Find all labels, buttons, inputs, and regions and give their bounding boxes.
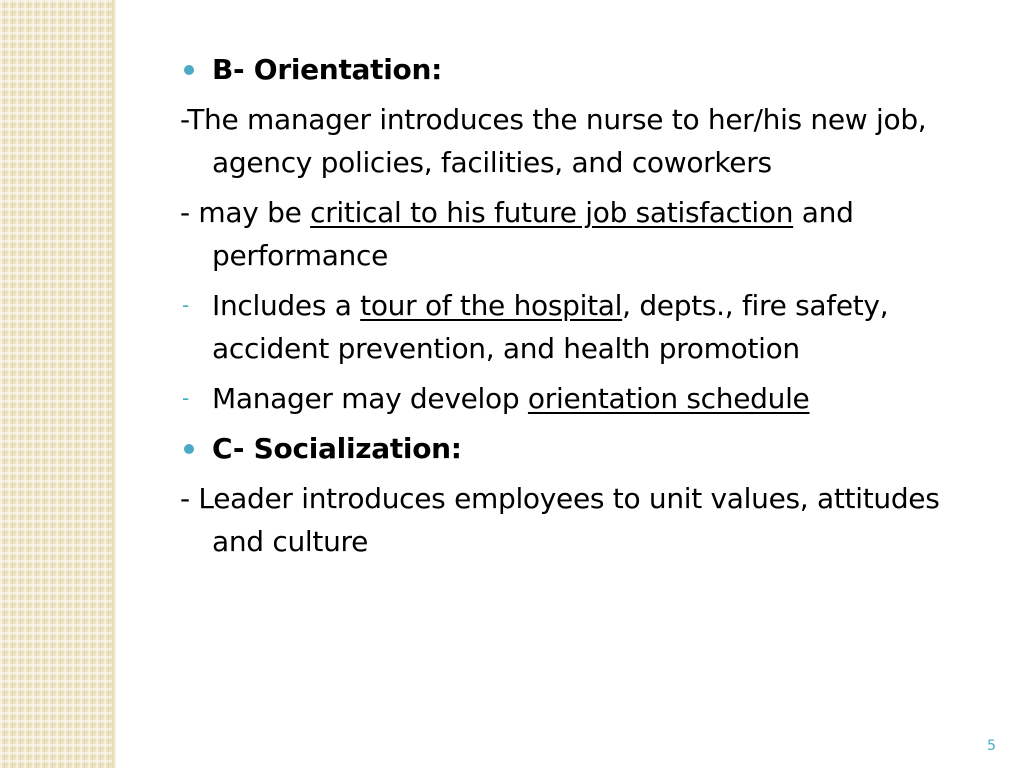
underlined-job-satisfaction: critical to his future job satisfaction	[310, 196, 794, 229]
dash-bullet-icon: -	[182, 293, 189, 317]
paragraph-job-satisfaction-post: and performance	[212, 196, 854, 272]
paragraph-job-satisfaction-pre: - may be	[180, 196, 311, 229]
heading-socialization	[180, 427, 980, 470]
paragraph-socialization-text: - Leader introduces employees to unit values, attitudes and culture	[180, 482, 940, 558]
heading-orientation-text: B- Orientation:	[212, 53, 442, 86]
page-number: 5	[987, 738, 996, 754]
slide-content	[180, 48, 980, 570]
paragraph-job-satisfaction	[180, 191, 980, 277]
decorative-side-strip	[0, 0, 112, 768]
paragraph-socialization	[180, 477, 980, 563]
underlined-orientation-schedule: orientation schedule	[527, 382, 810, 415]
paragraph-orientation-intro	[180, 98, 980, 184]
dash-bullet-icon: -	[182, 386, 189, 410]
list-item-hospital-tour-pre: Includes a	[212, 289, 361, 322]
underlined-hospital-tour: tour of the hospital	[360, 289, 623, 322]
bullet-dot-icon	[184, 444, 194, 454]
side-strip-edge	[112, 0, 116, 768]
list-item-hospital-tour-post: , depts., fire safety, accident prevention, and health promotion	[212, 289, 889, 365]
bullet-dot-icon	[184, 65, 194, 75]
heading-orientation	[180, 48, 980, 91]
paragraph-orientation-intro-text: -The manager introduces the nurse to her/his new job, agency policies, facilities, and coworkers	[180, 103, 927, 179]
list-item-orientation-schedule	[180, 377, 980, 420]
list-item-hospital-tour	[180, 284, 980, 370]
heading-socialization-text: C- Socialization:	[212, 432, 462, 465]
list-item-orientation-schedule-pre: Manager may develop	[212, 382, 528, 415]
